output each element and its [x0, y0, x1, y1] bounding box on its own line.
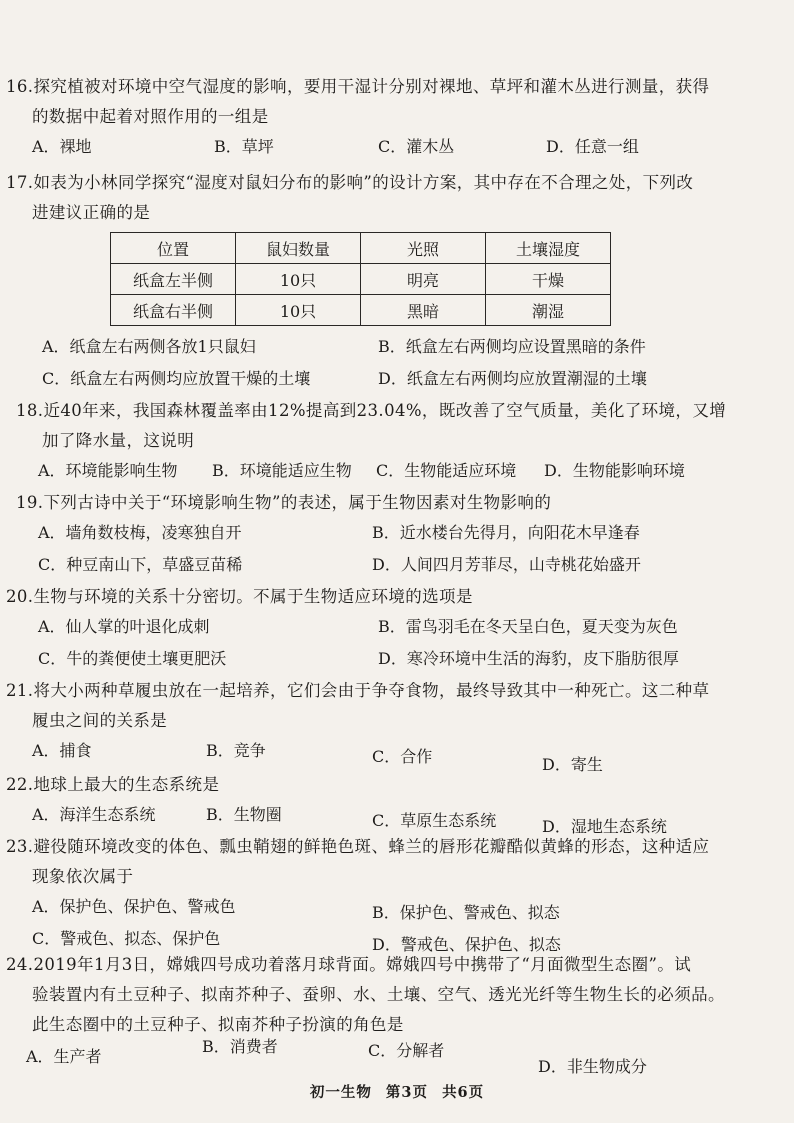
question-23: [6, 832, 776, 956]
option-c[interactable]: C．警戒色、拟态、保护色: [32, 929, 221, 948]
table-header-row: [111, 233, 611, 264]
question-number: 24.: [6, 955, 34, 974]
option-c[interactable]: C．灌木丛: [378, 137, 455, 156]
question-24: [6, 950, 776, 1076]
question-number: 20.: [6, 587, 34, 606]
question-number: 23.: [6, 837, 34, 856]
question-stem: 20.生物与环境的关系十分密切。不属于生物适应环境的选项是: [6, 582, 776, 612]
question-number: 18.: [16, 401, 44, 420]
option-a[interactable]: A．仙人掌的叶退化成刺: [38, 617, 210, 636]
question-number: 22.: [6, 775, 34, 794]
option-c[interactable]: C．生物能适应环境: [376, 461, 517, 480]
option-d[interactable]: D．湿地生态系统: [542, 817, 667, 836]
question-stem: 24.2019年1月3日，嫦娥四号成功着落月球背面。嫦娥四号中携带了“月面微型生态圈”。试 验装置内有土豆种子、拟南芥种子、蚕卵、水、土壤、空气、透光光纤等生物生长的必须品。 此生态圈中的土豆种子、拟南芥种子扮演的角色是: [6, 950, 776, 1040]
option-d[interactable]: D．纸盒左右两侧均应放置潮湿的土壤: [378, 369, 647, 388]
question-21: [6, 676, 776, 774]
question-18: [16, 396, 786, 488]
option-b[interactable]: B．纸盒左右两侧均应设置黑暗的条件: [378, 337, 646, 356]
options-row: [6, 364, 776, 396]
table-cell: 纸盒右半侧: [111, 295, 236, 326]
option-d[interactable]: D．非生物成分: [538, 1057, 647, 1076]
table-cell: 纸盒左半侧: [111, 264, 236, 295]
options-row: [16, 456, 786, 488]
footer-subject: 初一生物: [309, 1084, 372, 1101]
question-number: 16.: [6, 77, 34, 96]
table-cell: 潮湿: [486, 295, 611, 326]
options-row: [6, 1037, 776, 1076]
option-b[interactable]: B．竞争: [206, 741, 266, 760]
option-a[interactable]: A．裸地: [32, 137, 92, 156]
question-19: [16, 488, 786, 582]
table-header: 光照: [361, 233, 486, 264]
option-a[interactable]: A．保护色、保护色、警戒色: [32, 897, 236, 916]
table-row: [111, 264, 611, 295]
options-row: [6, 736, 776, 774]
option-a[interactable]: A．捕食: [32, 741, 92, 760]
option-c[interactable]: C．草原生态系统: [372, 811, 497, 830]
options-row: [6, 892, 776, 924]
table-cell: 干燥: [486, 264, 611, 295]
table-cell: 10只: [236, 295, 361, 326]
option-a[interactable]: A．纸盒左右两侧各放1只鼠妇: [42, 337, 256, 356]
table-cell: 明亮: [361, 264, 486, 295]
option-d[interactable]: D．寒冷环境中生活的海豹，皮下脂肪很厚: [378, 649, 679, 668]
page-footer: [0, 1081, 794, 1102]
question-number: 17.: [6, 173, 34, 192]
table-header: 位置: [111, 233, 236, 264]
option-d[interactable]: D．警戒色、保护色、拟态: [372, 935, 561, 954]
question-22: [6, 770, 776, 836]
option-b[interactable]: B．保护色、警戒色、拟态: [372, 903, 560, 922]
option-b[interactable]: B．近水楼台先得月，向阳花木早逢春: [372, 523, 640, 542]
option-c[interactable]: C．种豆南山下，草盛豆苗稀: [38, 555, 243, 574]
option-b[interactable]: B．消费者: [202, 1037, 278, 1056]
option-c[interactable]: C．合作: [372, 747, 433, 766]
table-row: [111, 295, 611, 326]
table-cell: 黑暗: [361, 295, 486, 326]
options-row: [16, 550, 786, 582]
option-b[interactable]: B．环境能适应生物: [212, 461, 352, 480]
option-d[interactable]: D．寄生: [542, 755, 603, 774]
question-20: [6, 582, 776, 676]
options-row: [6, 800, 776, 836]
options-row: [6, 644, 776, 676]
footer-page: 第3页: [385, 1084, 428, 1101]
question-stem: 21.将大小两种草履虫放在一起培养，它们会由于争夺食物，最终导致其中一种死亡。这二种草 履虫之间的关系是: [6, 676, 776, 736]
question-stem: 23.避役随环境改变的体色、瓢虫鞘翅的鲜艳色斑、蜂兰的唇形花瓣酷似黄蜂的形态，这种适应 现象依次属于: [6, 832, 776, 892]
option-a[interactable]: A．环境能影响生物: [38, 461, 178, 480]
experiment-design-table: [110, 232, 611, 326]
options-row: [6, 132, 776, 164]
option-b[interactable]: B．生物圈: [206, 805, 282, 824]
option-d[interactable]: D．人间四月芳菲尽，山寺桃花始盛开: [372, 555, 641, 574]
question-number: 19.: [16, 493, 44, 512]
option-a[interactable]: A．墙角数枝梅，凌寒独自开: [38, 523, 242, 542]
question-stem: 16.探究植被对环境中空气湿度的影响，要用干湿计分别对裸地、草坪和灌木丛进行测量，获得 的数据中起着对照作用的一组是: [6, 72, 776, 132]
option-a[interactable]: A．海洋生态系统: [32, 805, 156, 824]
option-b[interactable]: B．雷鸟羽毛在冬天呈白色，夏天变为灰色: [378, 617, 678, 636]
footer-total: 共6页: [442, 1084, 485, 1101]
question-stem: 22.地球上最大的生态系统是: [6, 770, 776, 800]
table-header: 鼠妇数量: [236, 233, 361, 264]
options-row: [16, 518, 786, 550]
option-d[interactable]: D．任意一组: [546, 137, 639, 156]
option-a[interactable]: A．生产者: [26, 1047, 102, 1066]
option-d[interactable]: D．生物能影响环境: [544, 461, 685, 480]
table-cell: 10只: [236, 264, 361, 295]
question-stem: 17.如表为小林同学探究“湿度对鼠妇分布的影响”的设计方案，其中存在不合理之处，下列改 进建议正确的是: [6, 168, 776, 228]
question-stem: 18.近40年来，我国森林覆盖率由12%提高到23.04%，既改善了空气质量，美化了环境，又增 加了降水量，这说明: [16, 396, 786, 456]
options-row: [6, 332, 776, 364]
table-header: 土壤湿度: [486, 233, 611, 264]
option-c[interactable]: C．分解者: [368, 1041, 445, 1060]
option-b[interactable]: B．草坪: [214, 137, 274, 156]
option-c[interactable]: C．牛的粪便使土壤更肥沃: [38, 649, 227, 668]
question-16: [6, 72, 776, 164]
option-c[interactable]: C．纸盒左右两侧均应放置干燥的土壤: [42, 369, 311, 388]
question-number: 21.: [6, 681, 34, 700]
question-17: [6, 168, 776, 228]
question-17-options: [6, 332, 776, 396]
question-stem: 19.下列古诗中关于“环境影响生物”的表述，属于生物因素对生物影响的: [16, 488, 786, 518]
options-row: [6, 612, 776, 644]
